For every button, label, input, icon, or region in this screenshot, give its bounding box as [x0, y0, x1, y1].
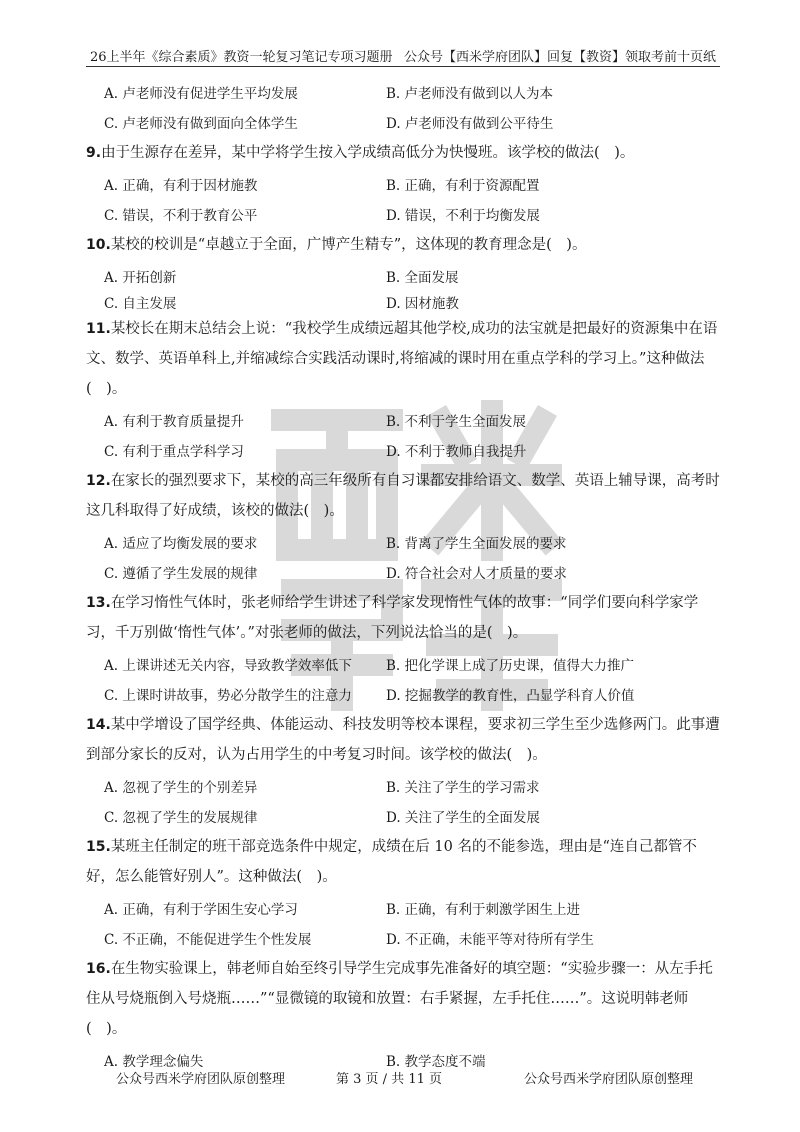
options-row [86, 260, 720, 286]
option-c[interactable]: C. 忽视了学生的发展规律 [104, 810, 258, 826]
question-text: 在学习惰性气体时，张老师给学生讲述了科学家发现惰性气体的故事：“同学们要向科学家学习，千万别做‘惰性气体’。”对张老师的做法，下列说法恰当的是( )。 [86, 595, 699, 641]
option-a[interactable]: A. 适应了均衡发展的要求 [104, 536, 258, 552]
options-row [86, 770, 720, 800]
header-book-title: 26上半年《综合素质》教资一轮复习笔记专项习题册 [90, 50, 393, 65]
option-b[interactable]: B. 正确，有利于资源配置 [386, 178, 540, 194]
question-16 [86, 954, 720, 1044]
question-text: 某班主任制定的班干部竞选条件中规定，成绩在后 10 名的不能参选，理由是“连自己都管不好，怎么能管好别人”。这种做法( )。 [86, 839, 697, 885]
option-a[interactable]: A. 教学理念偏失 [104, 1054, 204, 1070]
q8-option-d[interactable]: D. 卢老师没有做到公平待生 [386, 116, 554, 132]
options-row [86, 404, 720, 434]
question-12 [86, 466, 720, 526]
options-row [86, 434, 720, 464]
header-promo: 公众号【西米学府团队】回复【教资】领取考前十页纸 [403, 50, 716, 65]
option-b[interactable]: B. 正确，有利于刺激学困生上进 [386, 902, 581, 918]
option-b[interactable]: B. 背离了学生全面发展的要求 [386, 536, 567, 552]
option-d[interactable]: D. 因材施教 [386, 296, 459, 312]
question-number: 10. [86, 237, 111, 253]
option-d[interactable]: D. 错误，不利于均衡发展 [386, 208, 540, 224]
options-row [86, 800, 720, 830]
option-d[interactable]: D. 挖掘教学的教育性，凸显学科育人价值 [386, 688, 635, 704]
question-number: 14. [86, 717, 111, 733]
option-b[interactable]: B. 不利于学生全面发展 [386, 414, 527, 430]
question-10 [86, 230, 720, 260]
question-number: 11. [86, 321, 111, 337]
options-row [86, 556, 720, 586]
option-b[interactable]: B. 关注了学生的学习需求 [386, 780, 540, 796]
question-list [86, 76, 720, 1074]
question-text: 某校长在期末总结会上说：“我校学生成绩远超其他学校,成功的法宝就是把最好的资源集中在语文、数学、英语单科上,并缩减综合实践活动课时,将缩减的课时用在重点学科的学习上。”这种做法( )。 [86, 321, 718, 397]
options-row [86, 892, 720, 922]
option-b[interactable]: B. 把化学课上成了历史课，值得大力推广 [386, 658, 635, 674]
question-11 [86, 314, 720, 404]
q8-options-row-1 [86, 76, 720, 106]
option-c[interactable]: C. 遵循了学生发展的规律 [104, 566, 258, 582]
question-number: 12. [86, 473, 111, 489]
options-row [86, 286, 720, 312]
option-a[interactable]: A. 正确，有利于因材施教 [104, 178, 258, 194]
options-row [86, 922, 720, 952]
question-number: 16. [86, 961, 111, 977]
option-c[interactable]: C. 上课时讲故事，势必分散学生的注意力 [104, 688, 352, 704]
footer-right-credit: 公众号西米学府团队原创整理 [524, 1072, 694, 1087]
option-d[interactable]: D. 不利于教师自我提升 [386, 444, 527, 460]
option-d[interactable]: D. 不正确，未能平等对待所有学生 [386, 932, 594, 948]
q8-option-b[interactable]: B. 卢老师没有做到以人为本 [386, 86, 554, 102]
question-text: 在生物实验课上，韩老师自始至终引导学生完成事先准备好的填空题：“实验步骤一：从左手托住从号烧瓶倒入号烧瓶……”“显微镜的取镜和放置：右手紧握，左手托住……”。这说明韩老师( )。 [86, 961, 713, 1037]
options-row [86, 648, 720, 678]
option-a[interactable]: A. 忽视了学生的个别差异 [104, 780, 258, 796]
option-b[interactable]: B. 全面发展 [386, 270, 459, 286]
question-text: 在家长的强烈要求下，某校的高三年级所有自习课都安排给语文、数学、英语上辅导课，高考时这几科取得了好成绩，该校的做法( )。 [86, 473, 720, 519]
question-text: 某校的校训是“卓越立于全面，广博产生精专”，这体现的教育理念是( )。 [110, 237, 587, 253]
option-d[interactable]: D. 关注了学生的全面发展 [386, 810, 540, 826]
option-c[interactable]: C. 自主发展 [104, 296, 177, 312]
option-a[interactable]: A. 有利于教育质量提升 [104, 414, 244, 430]
page-header [86, 44, 720, 67]
question-text: 某中学增设了国学经典、体能运动、科技发明等校本课程，要求初三学生至少选修两门。此事遭到部分家长的反对，认为占用学生的中考复习时间。该学校的做法( )。 [86, 717, 720, 763]
question-13 [86, 588, 720, 648]
question-number: 9. [86, 145, 102, 161]
q8-options-row-2 [86, 106, 720, 136]
options-row [86, 678, 720, 708]
options-row [86, 168, 720, 198]
option-a[interactable]: A. 正确，有利于学困生安心学习 [104, 902, 298, 918]
options-row [86, 526, 720, 556]
question-number: 13. [86, 595, 111, 611]
option-c[interactable]: C. 错误，不利于教育公平 [104, 208, 258, 224]
option-b[interactable]: B. 教学态度不端 [386, 1054, 486, 1070]
footer-left-credit: 公众号西米学府团队原创整理 [116, 1072, 286, 1087]
question-9 [86, 138, 720, 168]
question-number: 15. [86, 839, 111, 855]
question-text: 由于生源存在差异，某中学将学生按入学成绩高低分为快慢班。该学校的做法( )。 [101, 145, 635, 161]
q8-option-a[interactable]: A. 卢老师没有促进学生平均发展 [104, 86, 298, 102]
question-15 [86, 832, 720, 892]
page-number: 第 3 页 / 共 11 页 [336, 1072, 442, 1087]
option-d[interactable]: D. 符合社会对人才质量的要求 [386, 566, 567, 582]
option-c[interactable]: C. 有利于重点学科学习 [104, 444, 244, 460]
question-14 [86, 710, 720, 770]
options-row [86, 198, 720, 228]
option-c[interactable]: C. 不正确，不能促进学生个性发展 [104, 932, 312, 948]
option-a[interactable]: A. 上课讲述无关内容，导致教学效率低下 [104, 658, 352, 674]
option-a[interactable]: A. 开拓创新 [104, 270, 177, 286]
q8-option-c[interactable]: C. 卢老师没有做到面向全体学生 [104, 116, 298, 132]
